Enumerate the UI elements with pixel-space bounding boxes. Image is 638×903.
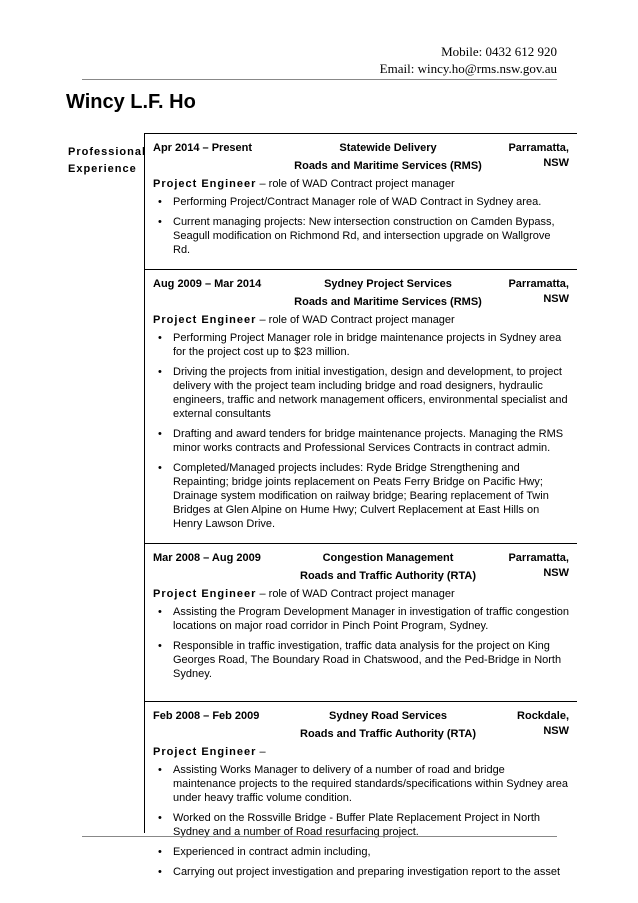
job-role-desc: – role of WAD Contract project manager	[256, 314, 455, 326]
job-role-desc: – role of WAD Contract project manager	[256, 178, 455, 190]
candidate-name: Wincy L.F. Ho	[66, 91, 196, 113]
job-role-desc: – role of WAD Contract project manager	[256, 588, 455, 600]
bullet-item: • Responsible in traffic investigation, traffic data analysis for the project on King Georges Road, The Boundary Road in Chatswood, and the Ped-Bridge in North Sydney.	[173, 639, 577, 681]
job-org: Roads and Traffic Authority (RTA)	[300, 570, 476, 582]
job-location-state: NSW	[543, 725, 569, 737]
job-location-city: Parramatta,	[508, 552, 569, 564]
job-org: Roads and Maritime Services (RMS)	[294, 296, 482, 308]
contact-block	[380, 43, 557, 77]
job-division: Statewide Delivery	[339, 142, 437, 154]
job-division: Sydney Road Services	[328, 710, 447, 722]
job-entry	[145, 133, 577, 269]
bullet-item: • Assisting the Program Development Manager in investigation of traffic congestion locations on major road corridor in Pinch Point Program, Sydney.	[173, 605, 577, 633]
bullet-item: • Worked on the Rossville Bridge - Buffer Plate Replacement Project in North Sydney and a number of Road resurfacing project.	[173, 811, 577, 839]
bullet-item: • Performing Project/Contract Manager role of WAD Contract in Sydney area.	[173, 195, 577, 209]
bullet-item: • Completed/Managed projects includes: Ryde Bridge Strengthening and Repainting; bridge joints replacement on Peats Ferry Bridge on Pacific Hwy; Drainage system modification on railway bridge; Bearing replacement of Twin Bridges at Glen Alpine on Hume Hwy; Culvert Replacement at East Hills on Henry Lawson Drive.	[173, 461, 577, 531]
job-bullets	[153, 195, 577, 257]
job-header	[153, 548, 577, 582]
job-division: Sydney Project Services	[324, 278, 452, 290]
job-location	[499, 277, 569, 307]
job-role	[153, 178, 577, 190]
job-role-title: Project Engineer	[153, 588, 257, 600]
job-role-title: Project Engineer	[153, 746, 257, 758]
bullet-item: • Drafting and award tenders for bridge maintenance projects. Managing the RMS minor works contracts and Professional Services Contracts in contract admin.	[173, 427, 577, 455]
job-bullets	[153, 605, 577, 681]
job-role	[153, 746, 577, 758]
job-location-state: NSW	[543, 567, 569, 579]
job-role	[153, 588, 577, 600]
job-dates: Mar 2008 – Aug 2009	[153, 552, 261, 564]
job-location-city: Parramatta,	[508, 278, 569, 290]
job-header	[153, 706, 577, 740]
job-location-state: NSW	[543, 293, 569, 305]
job-location	[499, 141, 569, 171]
job-location	[499, 551, 569, 581]
job-entry	[145, 269, 577, 543]
job-role-title: Project Engineer	[153, 178, 257, 190]
mobile-text: Mobile: 0432 612 920	[441, 44, 557, 59]
job-header	[153, 274, 577, 308]
job-employer	[253, 277, 523, 310]
job-location-state: NSW	[543, 157, 569, 169]
job-role-desc: –	[256, 746, 266, 758]
bullet-item: • Current managing projects: New intersection construction on Camden Bypass, Seagull modification on Richmond Rd, and intersection upgrade on Wallgrove Rd.	[173, 215, 577, 257]
job-employer	[253, 141, 523, 174]
job-division: Congestion Management	[322, 552, 454, 564]
job-org: Roads and Traffic Authority (RTA)	[300, 728, 476, 740]
job-dates: Apr 2014 – Present	[153, 142, 253, 154]
job-bullets	[153, 331, 577, 531]
bullet-item: • Experienced in contract admin including,	[173, 845, 577, 859]
job-role-title: Project Engineer	[153, 314, 257, 326]
job-bullets	[153, 763, 577, 879]
job-role	[153, 314, 577, 326]
job-employer	[253, 551, 523, 584]
section-label-line2: Experience	[68, 163, 137, 175]
section-label-line1: Professional	[68, 146, 147, 158]
bullet-item: • Assisting Works Manager to delivery of a number of road and bridge maintenance projects to the required standards/specifications within Sydney area under heavy traffic volume condition.	[173, 763, 577, 805]
job-location-city: Rockdale,	[517, 710, 569, 722]
job-dates: Feb 2008 – Feb 2009	[153, 710, 260, 722]
job-employer	[253, 709, 523, 742]
bullet-item: • Carrying out project investigation and preparing investigation report to the asset	[173, 865, 577, 879]
job-header	[153, 138, 577, 172]
job-location-city: Parramatta,	[508, 142, 569, 154]
email-text: Email: wincy.ho@rms.nsw.gov.au	[379, 61, 557, 76]
job-location	[499, 709, 569, 739]
bullet-item: • Driving the projects from initial investigation, design and development, to project delivery with the project team including bridge and road designers, hydraulic engineers, traffic and network management officers, environmental specialist and external consultants	[173, 365, 577, 421]
bullet-item: • Performing Project Manager role in bridge maintenance projects in Sydney area for the project cost up to $23 million.	[173, 331, 577, 359]
section-label	[68, 144, 146, 178]
job-entry	[145, 543, 577, 701]
job-org: Roads and Maritime Services (RMS)	[294, 160, 482, 172]
bottom-divider	[82, 836, 557, 837]
job-entry	[145, 701, 577, 891]
experience-list	[144, 133, 577, 878]
top-divider	[82, 79, 557, 80]
job-dates: Aug 2009 – Mar 2014	[153, 278, 262, 290]
